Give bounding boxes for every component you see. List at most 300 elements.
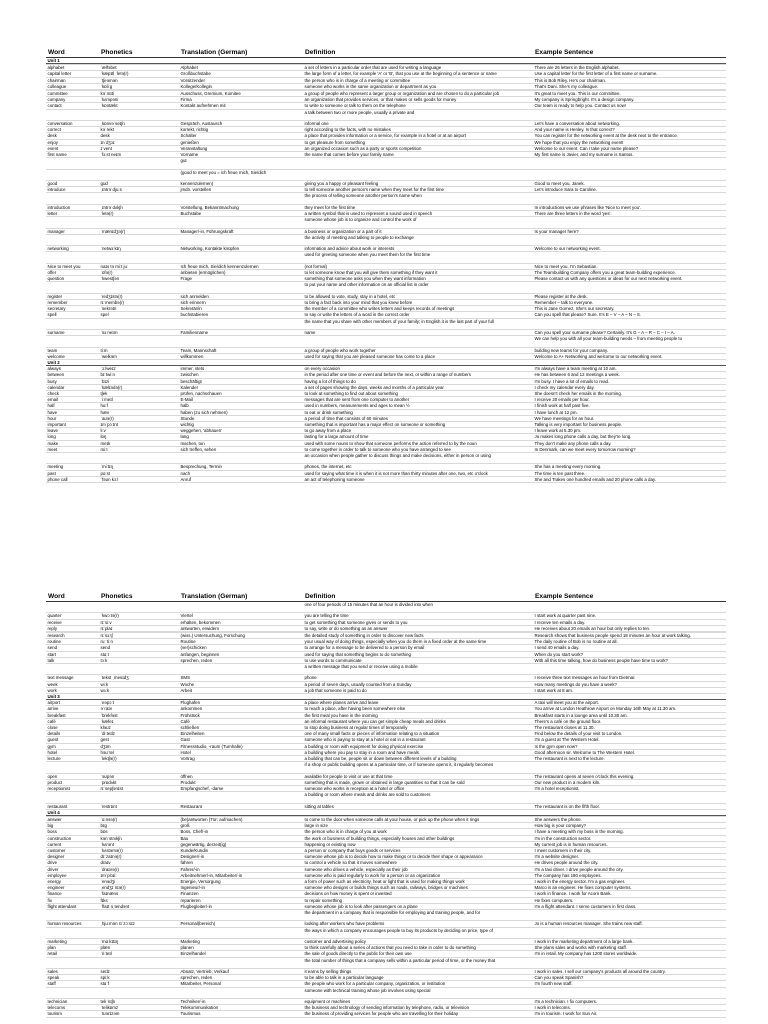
cell-definition: they meet for the first time [303,204,533,210]
cell-example: The company has 180 employees. [533,872,726,878]
cell-word [46,109,99,120]
cell-example [533,252,726,263]
cell-definition [303,158,533,169]
cell-example: We hope that you enjoy the networking event! [533,139,726,145]
cell-example [533,762,726,773]
cell-word: leave [46,428,99,434]
cell-phonetics: ˌhjuːmən rɪˈzɔːsɪz [99,921,179,927]
cell-word: committee [46,91,99,97]
cell-definition: someone who works in reception at a hotel or office [303,786,533,792]
cell-example: How big is your company? [533,823,726,829]
cell-phonetics: ˈkʌrənt [99,841,179,847]
cell-example: I have lunch at 12 pm. [533,409,726,415]
cell-word [46,453,99,464]
cell-definition: a building or room where meals and drinks are sold to customers [303,792,533,803]
cell-example: I'm fourth new staff. [533,981,726,987]
cell-phonetics: əˈraɪv [99,706,179,712]
cell-translation: sich anmelden [179,293,303,299]
table-row [46,234,726,245]
cell-translation: Kontakt aufnehmen mit [179,103,303,109]
cell-translation: zwischen [179,372,303,378]
cell-word: surname [46,330,99,336]
cell-phonetics: kəˈrekt [99,127,179,133]
cell-phonetics: tiːm [99,347,179,353]
cell-phonetics: stɑːt [99,651,179,657]
cell-example: Our new product in a modern kiln. [533,779,726,785]
cell-translation: Team, Mannschaft [179,347,303,353]
cell-translation [179,987,303,998]
cell-translation: Woche [179,681,303,687]
cell-definition: something that is important has a major effect on someone or something [303,422,533,428]
cell-word: event [46,145,99,151]
cell-definition: an organized occasion such as a party or sports competition [303,145,533,151]
cell-example: She plans sales and works with marketing staff. [533,945,726,951]
table-row [46,792,726,803]
vocabulary-table [46,48,726,483]
header-definition: Definition [303,48,533,58]
cell-word: team [46,347,99,353]
cell-word: make [46,440,99,446]
cell-example: I leave work at 5.30 pm. [533,428,726,434]
cell-translation: wichtig [179,422,303,428]
header-example: Example Sentence [533,48,726,58]
cell-example [533,193,726,204]
cell-translation [179,664,303,675]
cell-phonetics: ɡʊd [99,181,179,187]
cell-example: Nice to meet you. I'm Sebastian. [533,263,726,269]
cell-definition: phone [303,675,533,681]
cell-definition: an informal restaurant where you can get simple cheap meals and drinks [303,718,533,724]
cell-translation [179,336,303,347]
table-row [46,476,726,482]
cell-translation: willkommen [179,353,303,359]
cell-translation: kennenzulernen) [179,181,303,187]
header-definition: Definition [303,592,533,602]
cell-definition: your usual way of doing things, especially when you do them in a fixed order at the same time [303,639,533,645]
cell-translation: (good to meet you = ich freue mich, Sie/dich [179,169,303,180]
cell-word: good [46,181,99,187]
cell-definition: a group of people who represent a larger group or organization and are chosen to do a particular job [303,91,533,97]
cell-example: Is the gym open now? [533,743,726,749]
cell-example: Find below the details of your visit to London. [533,731,726,737]
cell-word [46,158,99,169]
cell-word: answer [46,817,99,823]
cell-word: driver [46,866,99,872]
table-row [46,109,726,120]
cell-word: reply [46,625,99,631]
cell-word: register [46,293,99,299]
table-row [46,252,726,263]
cell-phonetics [99,336,179,347]
cell-example: Let's have a conversation about networking. [533,121,726,127]
cell-definition: to eat or drink something [303,409,533,415]
cell-example: The restaurant is on the fifth floor. [533,803,726,809]
cell-phonetics: ˈrestrɒnt [99,803,179,809]
cell-definition: someone who is paid regularly to work for a person or an organization [303,872,533,878]
table-row [46,217,726,228]
cell-example: You can register for the networking event at the desk next to the entrance. [533,133,726,139]
cell-translation: halb [179,403,303,409]
table-row [46,169,726,180]
cell-definition: someone who designs or builds things such as roads, railways, bridges or machines [303,885,533,891]
cell-word [46,169,99,180]
table-row [46,987,726,998]
cell-translation: Einzelheiten [179,731,303,737]
cell-translation [179,234,303,245]
table-row [46,282,726,293]
cell-translation: Café [179,718,303,724]
cell-translation: Vorname [179,152,303,158]
cell-word: details [46,731,99,737]
cell-definition: to get pleasure from something [303,139,533,145]
cell-definition: giving you a happy or pleasant feeling [303,181,533,187]
cell-word [46,957,99,968]
cell-translation [179,109,303,120]
cell-word: meeting [46,464,99,470]
cell-phonetics: hɑːf [99,403,179,409]
cell-translation: sich treffen, sehen [179,446,303,452]
cell-word: spell [46,312,99,318]
cell-word: staff [46,981,99,987]
cell-word: gym [46,743,99,749]
cell-word: alphabet [46,65,99,71]
cell-word: construction [46,835,99,841]
cell-translation: korrekt, richtig [179,127,303,133]
cell-phonetics: lɒŋ [99,434,179,440]
cell-definition: the process of telling someone another person's name when [303,193,533,204]
cell-translation: Vorstellung, Bekanntmachung [179,204,303,210]
cell-translation: Manager/-in, Führungskraft [179,228,303,234]
cell-example: He fixes computers. [533,897,726,903]
cell-phonetics: ˈmɑːkɪtɪŋ [99,939,179,945]
cell-example: The restaurant closes at 11.30. [533,725,726,731]
cell-example: I receive ten emails a day. [533,619,726,625]
cell-translation: SMS [179,675,303,681]
cell-example: In Denmark, can we meet every tomorrow morning? [533,446,726,452]
cell-definition: one of many small facts or pieces of information relating to a situation [303,731,533,737]
cell-word: start [46,651,99,657]
cell-definition: the department in a company that is responsible for employing and training people, and for [303,910,533,921]
cell-word: Unit 4 [46,809,99,815]
cell-translation: Vorsitzender [179,77,303,83]
cell-translation: immer, stets [179,366,303,372]
cell-definition: lasting for a large amount of time [303,434,533,440]
cell-translation: genießen [179,139,303,145]
cell-translation: nach [179,470,303,476]
cell-example: Marco is an engineer. He fixes computer systems. [533,885,726,891]
cell-phonetics: ˈkælɪndə(r) [99,384,179,390]
cell-word: question [46,276,99,282]
cell-word: Unit 3 [46,694,99,700]
cell-example: In introductions we use phrases like 'Nice to meet you'. [533,204,726,210]
cell-word: drive [46,860,99,866]
cell-translation [179,193,303,204]
cell-definition: the business and technology of sending information by telephone, radio, or television [303,1005,533,1011]
cell-phonetics: fɪks [99,897,179,903]
cell-word: lecture [46,756,99,762]
cell-phonetics: ˈtelikɒmz [99,1005,179,1011]
cell-definition: messages that are sent from one computer to another [303,397,533,403]
cell-word: always [46,366,99,372]
cell-word: between [46,372,99,378]
cell-phonetics: ˌɪntrəˈdʌkʃn [99,204,179,210]
header-example: Example Sentence [533,592,726,602]
cell-phonetics: ˈdiːteɪlz [99,731,179,737]
cell-phonetics: ˈflaɪt əˌtendənt [99,903,179,909]
cell-translation: Buchstabe [179,211,303,217]
cell-translation: Fahrer/-in [179,866,303,872]
cell-phonetics: ˌkɒnvəˈseɪʃn [99,121,179,127]
table-row [46,664,726,675]
cell-word: phone call [46,476,99,482]
cell-phonetics: draɪv [99,860,179,866]
cell-definition: equipment or machines [303,999,533,1005]
cell-definition: a period of time that consists of 60 minutes [303,415,533,421]
cell-word: marketing [46,939,99,945]
cell-phonetics: ˈfɜːst neɪm [99,152,179,158]
cell-word: conversation [46,121,99,127]
cell-translation: Anruf [179,476,303,482]
cell-word: correct [46,127,99,133]
cell-translation: planen [179,945,303,951]
cell-example: I send 40 emails a day. [533,645,726,651]
cell-phonetics: ˈkʌmpəni [99,97,179,103]
cell-phonetics: rɪˈmembə(r) [99,300,179,306]
cell-word: introduce [46,187,99,193]
cell-translation [179,910,303,921]
cell-definition: someone whose job is to look after passengers on a plane [303,903,533,909]
cell-definition: on every occasion [303,366,533,372]
cell-definition: to think carefully about a series of actions that you need to take in order to do something [303,945,533,951]
cell-example: I work in the energy sector. I'm a gas engineer. [533,879,726,885]
cell-definition: the large form of a letter, for example 'A' or 'B', that you use at the beginning of a sentence or name [303,71,533,77]
cell-word: big [46,823,99,829]
cell-example [533,792,726,803]
cell-example: The time is ten past three. [533,470,726,476]
cell-word [46,234,99,245]
cell-example: There are three letters in the word 'yes'. [533,211,726,217]
cell-translation [179,927,303,938]
cell-definition: a group of people who work together [303,347,533,353]
cell-translation: lang [179,434,303,440]
cell-example [533,602,726,613]
cell-example: The Teambuilding Company offers you a great team-building experience. [533,270,726,276]
cell-word: current [46,841,99,847]
cell-phonetics: ˈkwɔːtə(r) [99,613,179,619]
cell-phonetics: ˈiːmeɪl [99,397,179,403]
cell-definition: an occasion when people gather to discuss things and make decisions, either in person or using [303,453,533,464]
cell-phonetics: ˈkɒntækt [99,103,179,109]
cell-translation: Finanzen [179,891,303,897]
cell-phonetics: ˈbrekfəst [99,712,179,718]
cell-translation: Networking, Kontakte knüpfen [179,246,303,252]
cell-phonetics [99,453,179,464]
cell-word: designer [46,854,99,860]
cell-definition: used for saying that you are pleased someone has come to a place [303,353,533,359]
header-word: Word [46,48,99,58]
cell-example: I work in the marketing department of a large bank. [533,939,726,945]
cell-definition: to put your name and other information on an official list in order [303,282,533,293]
cell-word [46,987,99,998]
glossary-sheet-1 [46,48,726,572]
cell-translation: reparieren [179,897,303,903]
cell-word: long [46,434,99,440]
table-row [46,193,726,204]
cell-word: first name [46,152,99,158]
cell-example [533,169,726,180]
cell-example: This is Jane Gomez. She's our secretary. [533,306,726,312]
cell-word: talk [46,657,99,663]
cell-translation: Vortrag [179,756,303,762]
cell-translation: Designer/-in [179,854,303,860]
cell-word: text message [46,675,99,681]
cell-translation: Techniker/-in [179,999,303,1005]
cell-phonetics [99,762,179,773]
cell-word: receptionist [46,786,99,792]
cell-example: I'm a guest at The Western Hotel. [533,737,726,743]
cell-word: manager [46,228,99,234]
cell-word: Unit 2 [46,360,99,366]
cell-translation: Hotel [179,749,303,755]
cell-example: Talking is very important for business people. [533,422,726,428]
cell-phonetics: spel [99,312,179,318]
cell-example: Research shows that business people spend 18 minutes an hour at work talking. [533,633,726,639]
cell-phonetics: ˈletə(r) [99,211,179,217]
cell-definition: to bring a fact back into your mind that you knew before [303,300,533,306]
cell-definition: to stop doing business at regular times of temporarily [303,725,533,731]
cell-definition: a period of seven days, usually counted from a Sunday [303,681,533,687]
cell-phonetics: ˈkæpɪtl ˈletə(r) [99,71,179,77]
cell-word [46,927,99,938]
cell-phonetics: ˈmiːtɪŋ [99,464,179,470]
cell-definition: the member of a committee who writes letters and keeps records of meetings [303,306,533,312]
cell-word: fix [46,897,99,903]
cell-definition: the person who is in charge of a meeting or committee [303,77,533,83]
cell-definition: to be allowed to vote, study, stay in a hotel, etc [303,293,533,299]
cell-phonetics [99,193,179,204]
cell-phonetics [99,109,179,120]
cell-word: boss [46,829,99,835]
cell-example: She answers the phone. [533,817,726,823]
cell-word [46,792,99,803]
cell-definition: having a lot of things to do [303,378,533,384]
cell-phonetics: ˈɔːlweɪz [99,366,179,372]
cell-definition: customer and advertising policy [303,939,533,945]
cell-example [533,282,726,293]
cell-definition: looking after workers who have problems [303,921,533,927]
cell-word: colleague [46,83,99,89]
cell-translation: Empfangschef, -dame [179,786,303,792]
cell-example: I'm a hotel receptionist. [533,786,726,792]
cell-word: week [46,681,99,687]
cell-definition: if a shop or public building opens at a particular time, or if someone opens it, it regularly becomes [303,762,533,773]
cell-word: technician [46,999,99,1005]
cell-phonetics [99,318,179,329]
cell-word: restaurant [46,803,99,809]
cell-example: Can you speak Spanish? [533,975,726,981]
cell-example: Use a capital letter for the first letter of a first name or surname. [533,71,726,77]
header-phonetics: Phonetics [99,48,179,58]
cell-example: I have a meeting with my boss in the morning. [533,829,726,835]
cell-word [46,910,99,921]
cell-definition: the name that comes before your family name [303,152,533,158]
cell-translation: Boss, Chef/-in [179,829,303,835]
cell-example: I check my calendar every day. [533,384,726,390]
cell-phonetics: ˈlektʃə(r) [99,756,179,762]
cell-definition [303,336,533,347]
table-row [46,957,726,968]
cell-word: capital letter [46,71,99,77]
cell-example: And your name is Henley. Is that correct? [533,127,726,133]
cell-example: Welcome to A+ Networking and welcome to our networking event. [533,353,726,359]
cell-definition: the activity of meeting and talking to people to exchange [303,234,533,245]
cell-word: desk [46,133,99,139]
cell-word: welcome [46,353,99,359]
cell-phonetics: ˈəʊpən [99,773,179,779]
cell-phonetics: wɜːk [99,687,179,693]
cell-phonetics [99,282,179,293]
cell-phonetics: ˈtekst ˌmesɪdʒ [99,675,179,681]
cell-phonetics: ˈkɒliːɡ [99,83,179,89]
cell-phonetics: bɪɡ [99,823,179,829]
cell-example: We have meetings for an hour. [533,415,726,421]
cell-definition: name [303,330,533,336]
cell-translation: Frage [179,276,303,282]
cell-phonetics: ˈsɜːneɪm [99,330,179,336]
cell-translation: sich erinnern [179,300,303,306]
cell-word: breakfast [46,712,99,718]
cell-phonetics: ˈkʌstəmə(r) [99,848,179,854]
table-row [46,602,726,613]
cell-example: How many meetings do you have a week? [533,681,726,687]
cell-example: I'm in retail. My company has 1200 stores worldwide. [533,951,726,957]
cell-example: I work in telecoms. [533,1005,726,1011]
cell-definition: the business of providing services for people who are travelling for their holiday [303,1011,533,1017]
cell-translation: Viertel [179,613,303,619]
table-row [46,336,726,347]
cell-definition: the ways in which a company encourages people to buy its products by deciding on price, type of [303,927,533,938]
cell-phonetics: kləʊz [99,725,179,731]
cell-definition: a set of letters in a particular order that are used for writing a language [303,65,533,71]
cell-word: finance [46,891,99,897]
cell-definition: the sale of goods directly to the public for their own use [303,951,533,957]
cell-example [533,987,726,998]
cell-definition: something that someone asks you when they want information [303,276,533,282]
cell-definition: one of four periods of 15 minutes that an hour is divided into when [303,602,533,613]
cell-example: She and Trakes one hundred emails and 20 phone calls a day. [533,476,726,482]
cell-translation: Fitnessstudio, -raum (Turnhalle) [179,743,303,749]
cell-phonetics: ɪˈvent [99,145,179,151]
cell-translation: Arbeit [179,687,303,693]
cell-translation: Arbeitnehmer/-in, Mitarbeiter/-in [179,872,303,878]
cell-definition: used for saying what time it is when it is not more than thirty minutes after one, two, etc o'clock [303,470,533,476]
cell-word: retail [46,951,99,957]
cell-translation: Ich freue mich, Sie/dich kennenzulernen [179,263,303,269]
cell-word: letter [46,211,99,217]
cell-example: building new teams for your company. [533,347,726,353]
cell-word: meet [46,446,99,452]
cell-word: secretary [46,306,99,312]
cell-phonetics: ˈælfəbet [99,65,179,71]
cell-definition: a written message that you send or receive using a mobile [303,664,533,675]
cell-phonetics: rɪˈplaɪ [99,625,179,631]
cell-example: Please register at the desk. [533,293,726,299]
cell-example: I'm in the construction sector. [533,835,726,841]
cell-phonetics: ˈtʊərɪzəm [99,1011,179,1017]
cell-phonetics: ˈwelkəm [99,353,179,359]
header-translation: Translation (German) [179,592,303,602]
cell-translation: Tourismus [179,1011,303,1017]
